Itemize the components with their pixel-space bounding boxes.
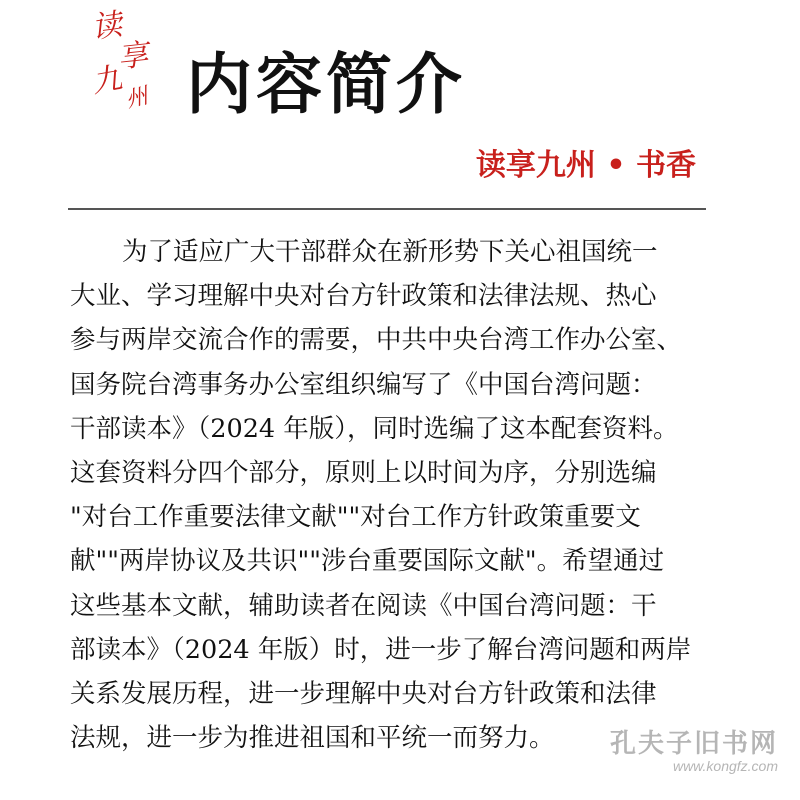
paragraph-line: 这套资料分四个部分，原则上以时间为序，分别选编 — [70, 458, 657, 489]
paragraph-line: 大业、学习理解中央对台方针政策和法律法规、热心 — [70, 281, 657, 312]
logo-char-jiu: 九 — [89, 60, 125, 101]
paragraph-line: 部读本》（2024 年版）时，进一步了解台湾问题和两岸 — [70, 634, 692, 665]
introduction-paragraph — [70, 230, 710, 760]
watermark-url: www.kongfz.com — [672, 758, 778, 774]
paragraph-line: 参与两岸交流合作的需要，中共中央台湾工作办公室、 — [70, 325, 683, 356]
paragraph-line: 干部读本》（2024 年版），同时选编了这本配套资料。 — [70, 413, 679, 444]
kongfz-watermark — [610, 728, 778, 774]
paragraph-line: 这些基本文献，辅助读者在阅读《中国台湾问题：干 — [70, 590, 657, 621]
paragraph-line: 为了适应广大干部群众在新形势下关心祖国统一 — [122, 237, 658, 267]
divider — [68, 208, 706, 210]
logo-char-du: 读 — [89, 7, 125, 46]
logo-char-xiang: 享 — [116, 37, 150, 76]
paragraph-line: 关系发展历程，进一步理解中央对台方针政策和法律 — [70, 679, 657, 710]
watermark-title: 孔夫子旧书网 — [609, 728, 778, 758]
page-title: 内容简介 — [186, 45, 466, 123]
page-subtitle: 读享九州 • 书香 — [475, 148, 696, 183]
paragraph-line: 国务院台湾事务办公室组织编写了《中国台湾问题： — [70, 369, 657, 400]
paragraph-line: 献""两岸协议及共识""涉台重要国际文献"。希望通过 — [70, 546, 665, 577]
paragraph-line: 法规，进一步为推进祖国和平统一而努力。 — [70, 723, 555, 754]
logo-char-zhou: 州 — [123, 83, 151, 114]
paragraph-line: "对台工作重要法律文献""对台工作方针政策重要文 — [70, 502, 641, 533]
dushe-jiuzhou-logo — [88, 8, 168, 118]
